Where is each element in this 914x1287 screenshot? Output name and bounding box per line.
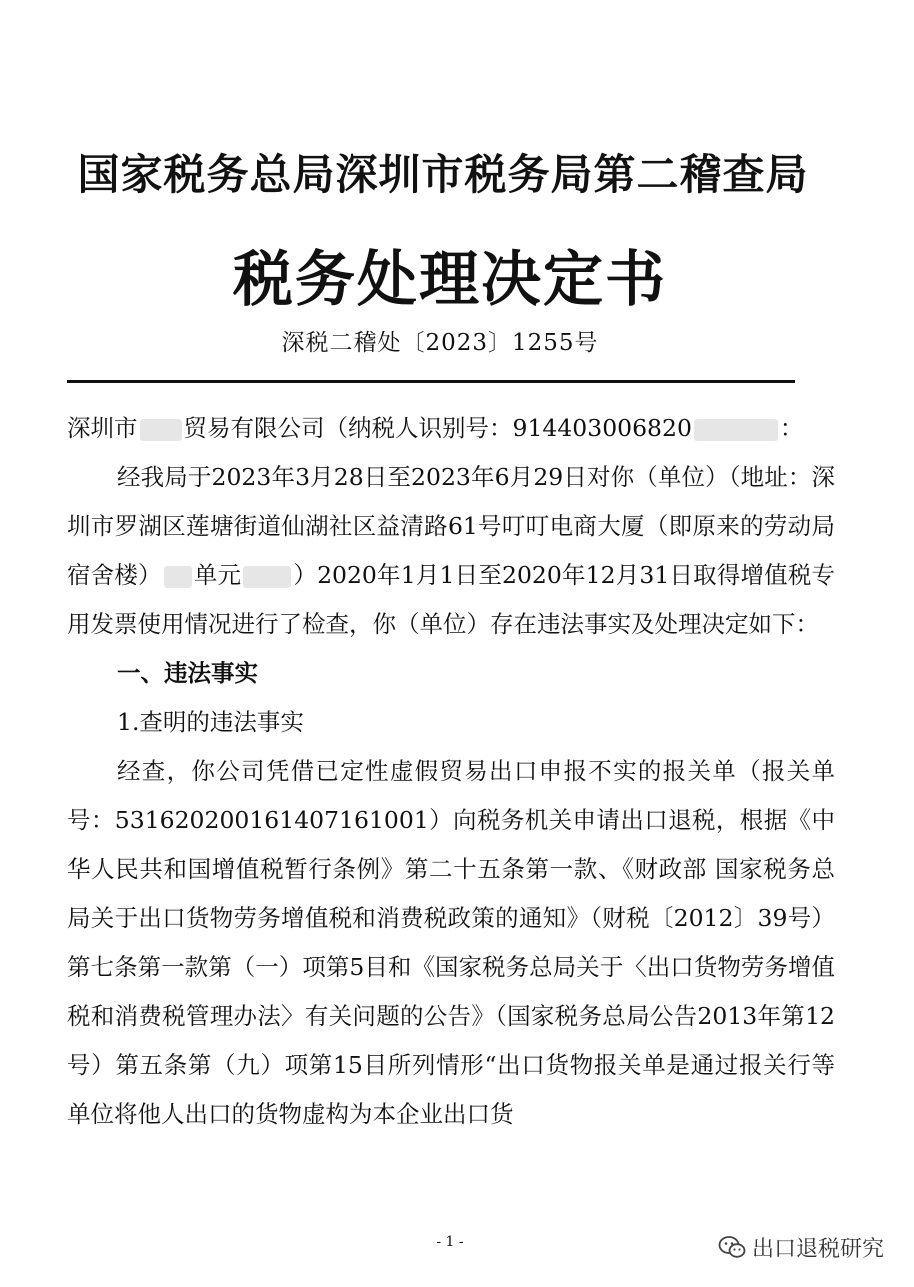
issuer-name: 国家税务总局深圳市税务局第二稽查局: [77, 150, 809, 199]
paragraph-facts: 经查，你公司凭借已定性虚假贸易出口申报不实的报关单（报关单号：531620200161407161001）向税务机关申请出口退税，根据《中华人民共和国增值税暂行条例》第二十五条第一款、《财政部 国家税务总局关于出口货物劳务增值税和消费税政策的通知》（财税〔2012〕39号）第七条第一款第（一）项第5目和《国家税务总局关于〈出口货物劳务增值税和消费税管理办法〉有关问题的公告》（国家税务总局公告2013年第12号）第五条第（九）项第15目所列情形“出口货物报关单是通过报关行等单位将他人出口的货物虚构为本企业出口货: [67, 757, 835, 1128]
redaction-mark: [164, 566, 192, 588]
wechat-watermark: [718, 1230, 884, 1264]
document-title: 税务处理决定书: [233, 245, 667, 315]
redaction-mark: [694, 419, 778, 441]
section-heading: 一、违法事实: [117, 659, 258, 687]
addressee-end: ：: [779, 414, 804, 442]
document-body: [67, 404, 835, 1139]
intro-part-b: 单元: [193, 561, 242, 589]
subsection-heading: 1.查明的违法事实: [117, 708, 304, 736]
addressee-company: 贸易有限公司（纳税人识别号：914403006820: [183, 414, 692, 442]
redaction-mark: [140, 419, 182, 441]
addressee-prefix: 深圳市: [67, 414, 138, 442]
intro-part-c: ）2020年1月1日至2020年12月31日取得增值税专用发票使用情况进行了检查，你（单位）存在违法事实及处理决定如下：: [67, 561, 836, 638]
paragraph-intro: [67, 453, 835, 649]
intro-part-a: 经我局于2023年3月28日至2023年6月29日对你（单位）（地址：深圳市罗湖区莲塘街道仙湖社区益清路61号叮叮电商大厦（即原来的劳动局宿舍楼）: [67, 463, 835, 589]
wechat-icon: [718, 1234, 746, 1260]
header-divider: [67, 380, 795, 383]
page-number: - 1 -: [436, 1234, 464, 1250]
addressee-line: [67, 404, 835, 453]
watermark-text: 出口退税研究: [752, 1236, 885, 1262]
document-number: 深税二稽处〔2023〕1255号: [281, 330, 599, 356]
redaction-mark: [243, 566, 291, 588]
